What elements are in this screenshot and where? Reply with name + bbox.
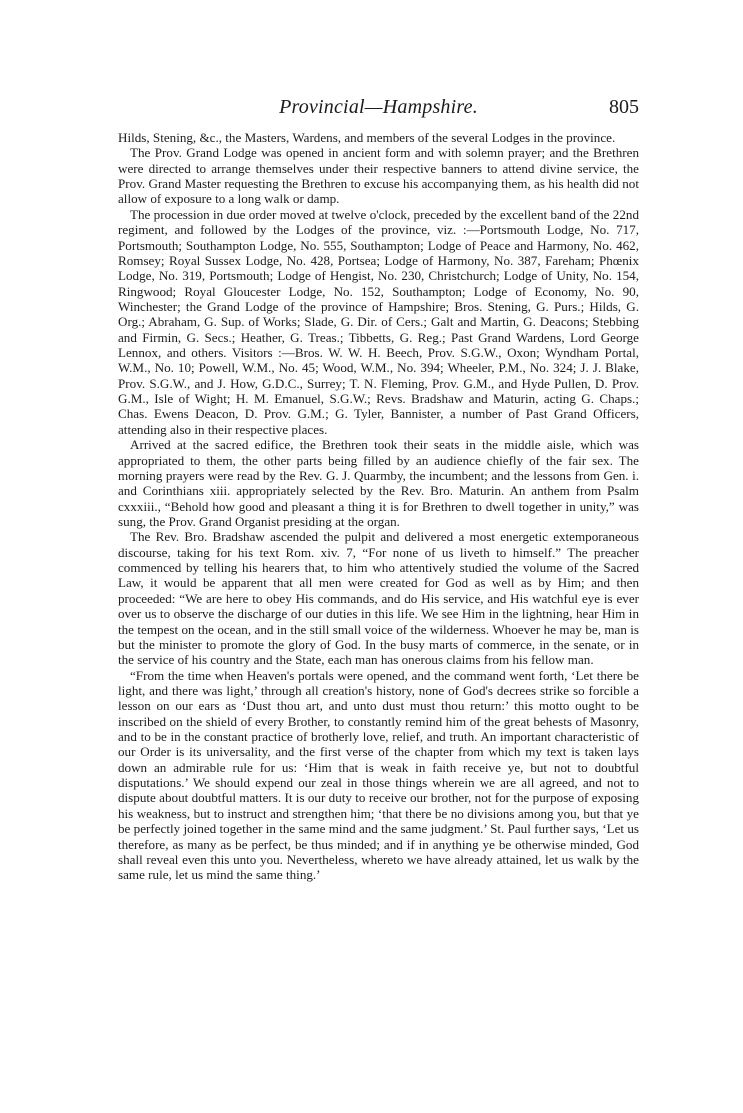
paragraph: The Rev. Bro. Bradshaw ascended the pulpit and delivered a most energetic extemporaneous discourse, taking for his text Rom. xiv. 7, “For none of us liveth to himself.” The preacher commenced by telling his hearers that, to him who attentively studied the volume of the Sacred Law, it would be apparent that all men were created for God as well as by Him; and then proceeded: “We are here to obey His commands, and do His service, and His watchful eye is ever over us to observe the discharge of our duties in this life. We see Him in the lightning, hear Him in the tempest on the ocean, and in the still small voice of the wilderness. Whoever he may be, man is but the minister to promote the glory of God. In the busy marts of commerce, in the senate, or in the service of his country and the State, each man has onerous claims from his fellow man. <box>118 529 639 668</box>
paragraph: The Prov. Grand Lodge was opened in ancient form and with solemn prayer; and the Brethren were directed to arrange themselves under their respective banners to attend divine service, the Prov. Grand Master requesting the Brethren to excuse his accompanying them, as his health did not allow of exposure to a long walk or damp. <box>118 145 639 207</box>
page-header <box>118 96 639 122</box>
page-number: 805 <box>609 96 639 118</box>
paragraph: Hilds, Stening, &c., the Masters, Wardens, and members of the several Lodges in the province. <box>118 130 616 145</box>
running-title: Provincial—Hampshire. <box>279 96 478 118</box>
article-body <box>118 130 639 883</box>
paragraph: “From the time when Heaven's portals were opened, and the command went forth, ‘Let there be light, and there was light,’ through all creation's history, none of God's decrees strike so forcible a lesson on our ears as ‘Dust thou art, and unto dust must thou return:’ this motto ought to be inscribed on the shield of every Brother, to constantly remind him of the great behests of Masonry, and to be in the constant practice of brotherly love, relief, and truth. An important characteristic of our Order is its universality, and the first verse of the chapter from which my text is taken lays down an admirable rule for us: ‘Him that is weak in faith receive ye, but not to doubtful disputations.’ We should expend our zeal in those things wherein we are all agreed, and not to dispute about doubtful matters. It is our duty to receive our brother, not for the purpose of exposing his weakness, but to instruct and strengthen him; ‘that there be no divisions among you, but that ye be perfectly joined together in the same mind and the same judgment.’ St. Paul further says, ‘Let us therefore, as many as be perfect, be thus minded; and if in anything ye be otherwise minded, God shall reveal even this unto you. Nevertheless, whereto we have already attained, let us walk by the same rule, let us mind the same thing.’ <box>118 667 639 883</box>
paragraph: The procession in due order moved at twelve o'clock, preceded by the excellent band of the 22nd regiment, and followed by the Lodges of the province, viz. :—Portsmouth Lodge, No. 717, Portsmouth; Southampton Lodge, No. 555, Southampton; Lodge of Peace and Harmony, No. 462, Romsey; Royal Sussex Lodge, No. 428, Portsea; Lodge of Harmony, No. 387, Fareham; Phœnix Lodge, No. 319, Portsmouth; Lodge of Hengist, No. 230, Christchurch; Lodge of Unity, No. 154, Ringwood; Royal Gloucester Lodge, No. 152, Southampton; Lodge of Economy, No. 90, Winchester; the Grand Lodge of the province of Hampshire; Bros. Stening, G. Purs.; Hilds, G. Org.; Abraham, G. Sup. of Works; Slade, G. Dir. of Cers.; Galt and Martin, G. Deacons; Stebbing and Firmin, G. Secs.; Heather, G. Treas.; Tibbetts, G. Reg.; Past Grand Wardens, Lord George Lennox, and others. Visitors :—Bros. W. W. H. Beech, Prov. S.G.W., Oxon; Wyndham Portal, W.M., No. 10; Powell, W.M., No. 45; Wood, W.M., No. 394; Wheeler, P.M., No. 324; J. J. Blake, Prov. S.G.W., and J. How, G.D.C., Surrey; T. N. Fleming, Prov. G.M., and Hyde Pullen, D. Prov. G.M., Isle of Wight; H. M. Emanuel, S.G.W.; Revs. Bradshaw and Maturin, acting G. Chaps.; Chas. Ewens Deacon, D. Prov. G.M.; G. Tyler, Bannister, a number of Past Grand Officers, attending also in their respective places. <box>118 206 639 437</box>
paragraph: Arrived at the sacred edifice, the Brethren took their seats in the middle aisle, which was appropriated to them, the other parts being filled by an audience chiefly of the fair sex. The morning prayers were read by the Rev. G. J. Quarmby, the incumbent; and the lessons from Gen. i. and Corinthians xiii. appropriately selected by the Rev. Bro. Maturin. An anthem from Psalm cxxxiii., “Behold how good and pleasant a thing it is for Brethren to dwell together in unity,” was sung, the Prov. Grand Organist presiding at the organ. <box>118 437 639 529</box>
